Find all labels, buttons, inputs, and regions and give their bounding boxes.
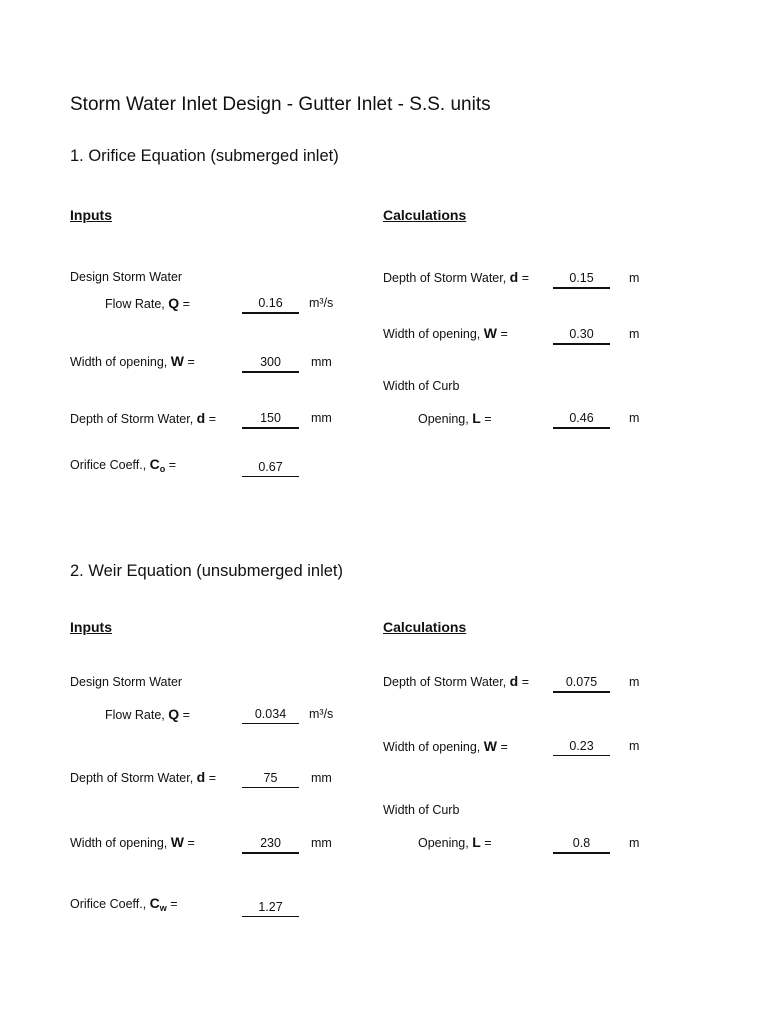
orifice-q-unit: m³/s xyxy=(309,296,334,310)
orifice-calc-l-value: 0.46 xyxy=(553,410,610,429)
weir-calc-d-unit: m xyxy=(629,675,640,689)
orifice-calc-l-label: Opening, L = xyxy=(418,410,492,426)
orifice-calc-w-value: 0.30 xyxy=(553,326,610,345)
orifice-calc-w-label: Width of opening, W = xyxy=(383,325,508,341)
orifice-c-label: Orifice Coeff., $C_o$ = xyxy=(70,456,177,474)
weir-w-unit: mm xyxy=(311,836,332,850)
orifice-calc-w-unit: m xyxy=(629,327,640,341)
weir-c-label: Orifice Coeff., $C_w$ = xyxy=(70,895,178,913)
orifice-calc-d-label: Depth of Storm Water, d = xyxy=(383,269,530,285)
weir-calc-l-label: Opening, L = xyxy=(418,834,492,850)
weir-calc-w-label: Width of opening, W = xyxy=(383,738,508,754)
orifice-heading: 1. Orifice Equation (submerged inlet) xyxy=(70,147,339,165)
weir-q-label: Flow Rate, Q = xyxy=(105,706,190,722)
weir-calc-l-label-line1: Width of Curb xyxy=(383,803,460,817)
weir-w-label: Width of opening, W = xyxy=(70,834,195,850)
weir-q-unit: m³/s xyxy=(309,707,334,721)
orifice-inputs-heading: Inputs xyxy=(70,207,112,223)
orifice-calcs-heading: Calculations xyxy=(383,207,467,223)
orifice-d-value: 150 xyxy=(242,410,299,429)
orifice-d-unit: mm xyxy=(311,411,332,425)
orifice-calc-l-label-line1: Width of Curb xyxy=(383,379,460,393)
orifice-calc-d-value: 0.15 xyxy=(553,270,610,289)
weir-calc-l-unit: m xyxy=(629,836,640,850)
orifice-q-label-line1: Design Storm Water xyxy=(70,270,183,284)
weir-d-value: 75 xyxy=(242,770,299,788)
orifice-w-label: Width of opening, W = xyxy=(70,353,195,369)
orifice-c-value: 0.67 xyxy=(242,459,299,477)
orifice-w-unit: mm xyxy=(311,355,332,369)
weir-calc-l-value: 0.8 xyxy=(553,835,610,854)
orifice-w-value: 300 xyxy=(242,354,299,373)
orifice-calc-d-unit: m xyxy=(629,271,640,285)
weir-calc-d-label: Depth of Storm Water, d = xyxy=(383,673,530,689)
weir-w-value: 230 xyxy=(242,835,299,854)
weir-q-value: 0.034 xyxy=(242,706,299,724)
orifice-calc-l-unit: m xyxy=(629,411,640,425)
weir-q-label-line1: Design Storm Water xyxy=(70,675,183,689)
weir-calc-w-value: 0.23 xyxy=(553,738,610,756)
weir-calc-d-value: 0.075 xyxy=(553,674,610,693)
weir-d-unit: mm xyxy=(311,771,332,785)
orifice-d-label: Depth of Storm Water, d = xyxy=(70,410,217,426)
orifice-q-label: Flow Rate, Q = xyxy=(105,295,190,311)
weir-d-label: Depth of Storm Water, d = xyxy=(70,769,217,785)
page-title: Storm Water Inlet Design - Gutter Inlet - S.S. units xyxy=(70,94,491,115)
weir-heading: 2. Weir Equation (unsubmerged inlet) xyxy=(70,562,344,580)
weir-inputs-heading: Inputs xyxy=(70,619,112,635)
weir-c-value: 1.27 xyxy=(242,899,299,917)
weir-calc-w-unit: m xyxy=(629,739,640,753)
orifice-q-value: 0.16 xyxy=(242,295,299,314)
weir-calcs-heading: Calculations xyxy=(383,619,467,635)
